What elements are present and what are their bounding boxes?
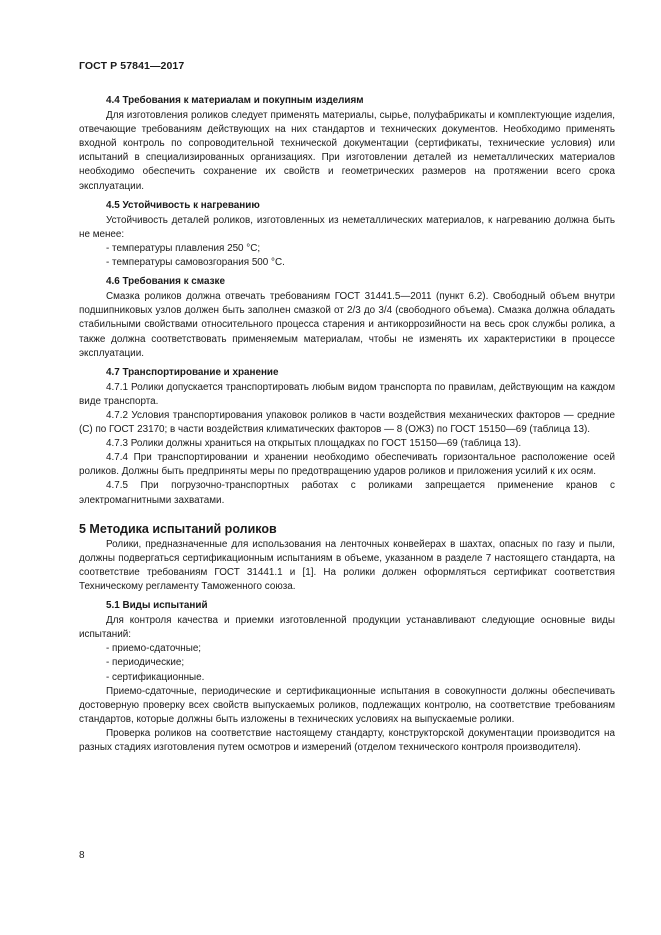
section-heading-4-7: 4.7 Транспортирование и хранение	[106, 366, 279, 378]
section-heading-5: 5 Методика испытаний роликов	[79, 521, 277, 536]
list-item: - температуры плавления 250 °С;	[106, 242, 615, 256]
paragraph: Для контроля качества и приемки изготовленной продукции устанавливают следующие основные виды испытаний:	[79, 615, 615, 641]
paragraph: 4.7.1 Ролики допускается транспортировать любым видом транспорта по правилам, действующим на каждом виде транспорта.	[79, 381, 615, 407]
paragraph: Устойчивость деталей роликов, изготовленных из неметаллических материалов, к нагреванию должна быть не менее:	[79, 214, 615, 240]
paragraph: 4.7.4 При транспортировании и хранении необходимо обеспечивать горизонтальное расположение осей роликов. Должны быть предприняты меры по предотвращению ударов роликов и приложения усилий к их осям.	[79, 452, 615, 478]
section-heading-4-6: 4.6 Требования к смазке	[106, 276, 225, 288]
paragraph: 4.7.3 Ролики должны храниться на открытых площадках по ГОСТ 15150—69 (таблица 13).	[106, 438, 522, 450]
document-header: ГОСТ Р 57841—2017	[79, 60, 185, 72]
list-item: - приемо-сдаточные;	[106, 642, 615, 656]
paragraph: 4.7.5 При погрузочно-транспортных работах с роликами запрещается применение кранов с электромагнитными захватами.	[79, 480, 615, 506]
paragraph: Проверка роликов на соответствие настоящему стандарту, конструкторской документации производится на разных стадиях изготовления путем осмотров и измерений (отделом технического контроля производителя).	[79, 727, 615, 754]
paragraph: Смазка роликов должна отвечать требованиям ГОСТ 31441.5—2011 (пункт 6.2). Свободный объем внутри подшипниковых узлов должен быть заполнен смазкой от 2/3 до 3/4 (свободного объема). Смазка должна обладать стабильными свойствами относительного процесса старения и антикоррозийности на весь срок службы ролика, а также должна соответствовать применяемым материалам, чтобы не изменять их характеристики в процессе эксплуатации.	[79, 291, 615, 359]
section-heading-4-4: 4.4 Требования к материалам и покупным изделиям	[106, 95, 364, 106]
section-heading-4-5: 4.5 Устойчивость к нагреванию	[106, 199, 260, 211]
section-heading-5-1: 5.1 Виды испытаний	[106, 600, 208, 612]
paragraph: Приемо-сдаточные, периодические и сертификационные испытания в совокупности должны обеспечивать достоверную проверку всех свойств выпускаемых роликов, подлежащих контролю, на соответствие требованиям стандартов, которые должны быть изложены в технических условиях на выпускаемые ролики.	[79, 685, 615, 725]
list-item: - сертификационные.	[106, 671, 615, 685]
list-item: - периодические;	[106, 656, 615, 670]
paragraph: 4.7.2 Условия транспортирования упаковок роликов в части воздействия механических факторов — средние (С) по ГОСТ 23170; в части воздействия климатических факторов — 8 (ОЖЗ) по ГОСТ 15150—69 (таблица 13).	[79, 409, 615, 436]
paragraph: Для изготовления роликов следует применять материалы, сырье, полуфабрикаты и комплектующие изделия, отвечающие требованиям действующих на них стандартов и технических документов. Необходимо применять входной контроль по сопроводительной технической документации (сертификаты, технические условия) или испытаний в специализированных организациях. При изготовлении деталей из неметаллических материалов необходимо обеспечить сохранение их свойств и геометрических размеров на протяжении всего срока эксплуатации.	[79, 110, 615, 192]
paragraph: Ролики, предназначенные для использования на ленточных конвейерах в шахтах, опасных по газу и пыли, должны подвергаться сертификационным испытаниям в объеме, указанном в разделе 7 настоящего стандарта, на соответствие требованиям ГОСТ 31441.1 и [1]. На ролики должен оформляться сертификат соответствия Техническому регламенту Таможенного союза.	[79, 538, 615, 592]
document-body	[79, 94, 615, 755]
page-number: 8	[79, 850, 85, 861]
list-item: - температуры самовозгорания 500 °С.	[106, 256, 615, 270]
